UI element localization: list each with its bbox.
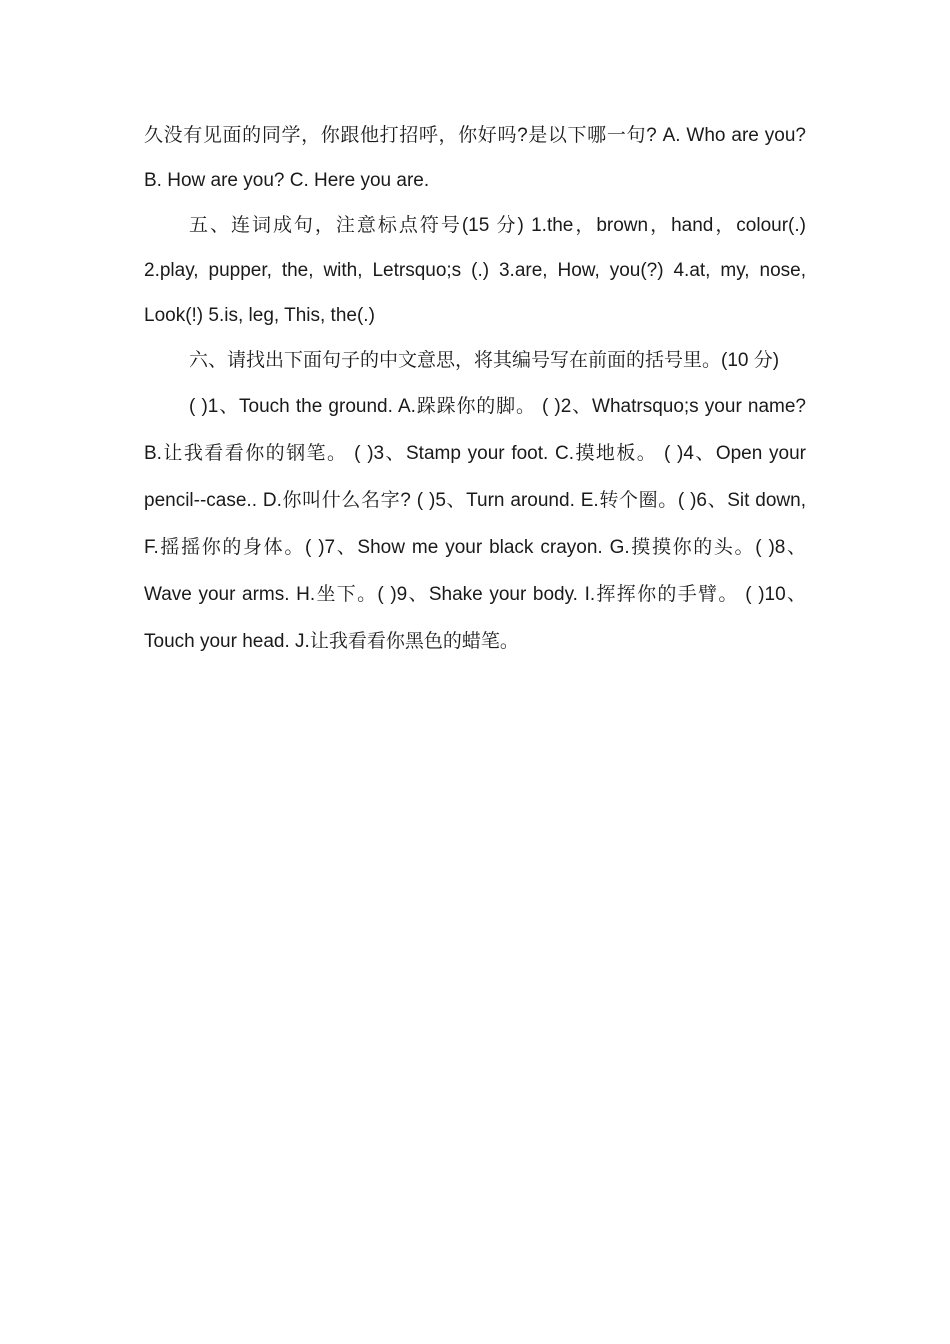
section-six-heading: 六、请找出下面句子的中文意思，将其编号写在前面的括号里。(10 分)	[189, 350, 780, 371]
section-five-word-ordering: 五、连词成句，注意标点符号(15 分) 1.the，brown，hand，colour(.) 2.play, pupper, the, with, Letrsquo;s (.) 3.are, How, you(?) 4.at, my, nose, Look(!) 5.is, leg, This, the(.)	[144, 215, 806, 326]
document-body	[144, 113, 806, 665]
paragraph-greeting-question: 久没有见面的同学，你跟他打招呼，你好吗?是以下哪一句? A. Who are you? B. How are you? C. Here you are.	[144, 125, 806, 191]
section-six-matching-items: ( )1、Touch the ground. A.跺跺你的脚。 ( )2、Whatrsquo;s your name? B.让我看看你的钢笔。 ( )3、Stamp your foot. C.摸地板。 ( )4、Open your pencil--case.. D.你叫什么名字? ( )5、Turn around. E.转个圈。( )6、Sit down, F.摇摇你的身体。( )7、Show me your black crayon. G.摸摸你的头。( )8、Wave your arms. H.坐下。( )9、Shake your body. I.挥挥你的手臂。 ( )10、Touch your head. J.让我看看你黑色的蜡笔。	[144, 396, 806, 652]
